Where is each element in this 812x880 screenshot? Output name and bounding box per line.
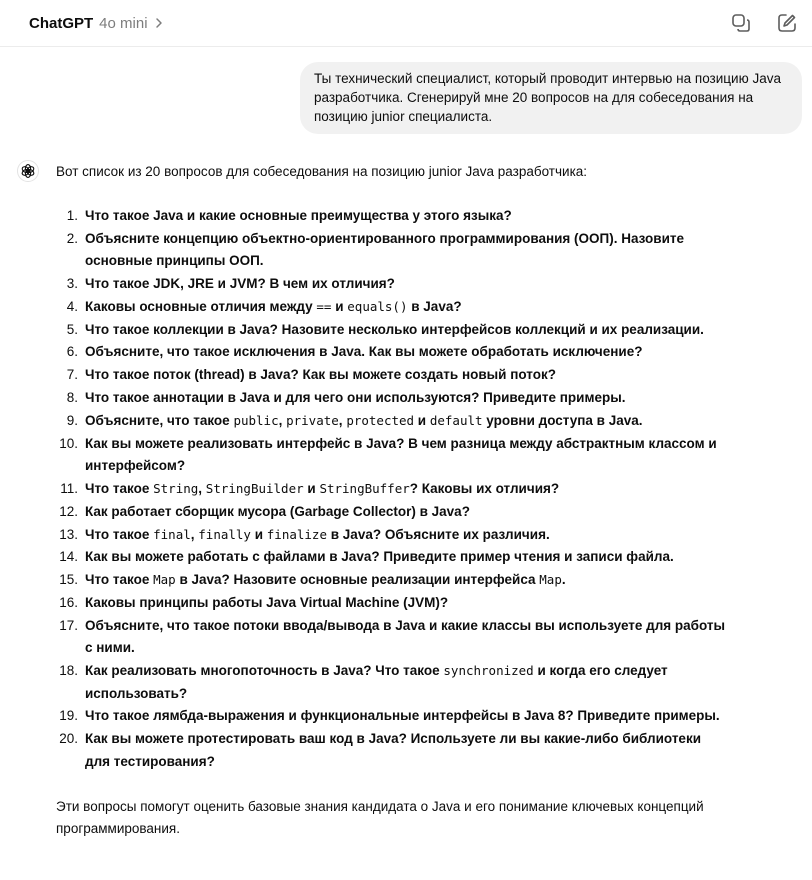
question-item [56, 660, 796, 705]
question-item [56, 615, 796, 660]
inline-code: protected [346, 412, 415, 428]
question-text-part: и [331, 298, 348, 314]
assistant-avatar [17, 160, 39, 182]
question-number: 19. [59, 708, 78, 724]
question-item [56, 524, 796, 547]
question-text [85, 341, 796, 364]
question-text-part: Что такое лямбда-выражения и функциональные интерфейсы в Java 8? Приведите примеры. [85, 708, 720, 724]
question-text-part: , [190, 526, 199, 542]
copy-chat-icon [730, 12, 752, 34]
question-text-part: Что такое [85, 572, 154, 588]
question-text-part: Что такое [85, 480, 154, 496]
question-text [85, 592, 796, 615]
question-text-part: Каковы принципы работы Java Virtual Machine (JVM)? [85, 594, 449, 610]
question-number: 18. [59, 663, 78, 679]
question-text-part: Каковы основные отличия между [85, 298, 317, 314]
inline-code: public [233, 412, 279, 428]
question-number: 9. [66, 412, 78, 428]
question-item [56, 569, 796, 592]
question-text-part: Что такое поток (thread) в Java? Как вы можете создать новый поток? [85, 367, 556, 383]
assistant-intro: Вот список из 20 вопросов для собеседования на позицию junior Java разработчика: [56, 164, 588, 179]
question-text-part: и [414, 412, 430, 428]
question-text-part: Что такое JDK, JRE и JVM? В чем их отличия? [85, 276, 395, 292]
question-text-part: Что такое аннотации в Java и для чего они используются? Приведите примеры. [85, 390, 626, 406]
model-name: 4o mini [99, 14, 148, 32]
question-text [85, 273, 796, 296]
question-text [85, 524, 796, 547]
question-text [85, 478, 796, 501]
question-number: 7. [66, 367, 78, 383]
question-item [56, 705, 796, 728]
question-number: 20. [59, 731, 78, 747]
copy-chat-button[interactable] [729, 11, 753, 35]
question-item [56, 592, 796, 615]
question-text [85, 705, 796, 728]
question-number: 16. [59, 594, 78, 610]
question-text [85, 501, 796, 524]
question-item [56, 341, 796, 364]
question-text-part: , [278, 412, 287, 428]
question-text-part: в Java? [407, 298, 462, 314]
question-item [56, 546, 796, 569]
question-number: 12. [59, 503, 78, 519]
inline-code: Map [539, 572, 562, 588]
question-text-part: Что такое Java и какие основные преимущества у этого языка? [85, 208, 512, 223]
question-text-part: , [198, 480, 206, 496]
question-text [85, 228, 796, 273]
question-text-part: Как вы можете работать с файлами в Java? Приведите пример чтения и записи файла. [85, 549, 674, 565]
inline-code: synchronized [443, 663, 534, 679]
question-text-part: Как вы можете реализовать интерфейс в Java? В чем разница между абстрактным классом и интерфейсом? [85, 435, 717, 474]
question-number: 1. [66, 208, 78, 223]
inline-code: finalize [266, 526, 327, 542]
question-number: 8. [66, 390, 78, 406]
question-text [85, 660, 796, 705]
question-item [56, 364, 796, 387]
inline-code: private [286, 412, 339, 428]
question-text-part: в Java? Назовите основные реализации интерфейса [175, 572, 540, 588]
question-text [85, 615, 796, 660]
chevron-right-icon [154, 17, 164, 29]
question-number: 3. [66, 276, 78, 292]
question-text-part: и [303, 480, 320, 496]
question-item [56, 319, 796, 342]
question-text-part: Как работает сборщик мусора (Garbage Collector) в Java? [85, 503, 470, 519]
question-number: 5. [66, 321, 78, 337]
question-number: 13. [59, 526, 78, 542]
question-item [56, 296, 796, 319]
question-text [85, 205, 796, 228]
question-text [85, 319, 796, 342]
question-text [85, 569, 796, 592]
inline-code: final [153, 526, 191, 542]
question-text-part: ? Каковы их отличия? [409, 480, 560, 496]
question-text-part: Что такое [85, 526, 154, 542]
question-text-part: , [338, 412, 347, 428]
question-text [85, 433, 796, 478]
openai-logo-icon [20, 163, 36, 179]
question-item [56, 433, 796, 478]
question-text-part: в Java? Объясните их различия. [327, 526, 550, 542]
question-number: 4. [66, 298, 78, 314]
question-item [56, 501, 796, 524]
question-text [85, 546, 796, 569]
question-text-part: уровни доступа в Java. [482, 412, 643, 428]
question-item [56, 410, 796, 433]
inline-code: finally [198, 526, 251, 542]
question-text-part: и когда его следует использовать? [85, 663, 668, 701]
question-text-part: Объясните концепцию объектно-ориентированного программирования (ООП). Назовите основные принципы ООП. [85, 230, 684, 269]
question-text [85, 387, 796, 410]
question-number: 17. [59, 617, 78, 633]
assistant-outro: Эти вопросы помогут оценить базовые знания кандидата о Java и его понимание ключевых концепций программирования. [56, 799, 704, 837]
user-message: Ты технический специалист, который проводит интервью на позицию Java разработчика. Сгенерируй мне 20 вопросов на для собеседования на позицию junior специалиста. [300, 62, 802, 134]
inline-code: String [153, 480, 199, 496]
inline-code: equals() [347, 298, 408, 314]
question-text [85, 728, 796, 773]
question-item [56, 478, 796, 501]
inline-code: StringBuffer [319, 480, 410, 496]
question-number: 15. [59, 572, 78, 588]
question-number: 6. [66, 344, 78, 360]
question-item [56, 728, 796, 773]
app-title: ChatGPT [29, 14, 94, 32]
question-text-part: Как вы можете протестировать ваш код в Java? Используете ли вы какие-либо библиотеки для тестирования? [85, 731, 701, 769]
question-text-part: Что такое коллекции в Java? Назовите несколько интерфейсов коллекций и их реализации. [85, 321, 704, 337]
question-text [85, 410, 796, 433]
question-text-part: Объясните, что такое исключения в Java. Как вы можете обработать исключение? [85, 344, 643, 360]
question-text-part: Объясните, что такое потоки ввода/вывода в Java и какие классы вы используете для работы с ними. [85, 617, 726, 656]
question-number: 14. [59, 549, 78, 565]
questions-list [56, 205, 796, 773]
new-chat-edit-icon [776, 12, 798, 34]
question-item [56, 205, 796, 228]
inline-code: Map [153, 572, 176, 588]
top-bar [0, 0, 812, 47]
inline-code: StringBuilder [205, 480, 304, 496]
question-item [56, 228, 796, 273]
question-item [56, 387, 796, 410]
inline-code: default [429, 412, 483, 428]
question-text-part: Объясните, что такое [85, 412, 234, 428]
question-text-part: Как реализовать многопоточность в Java? Что такое [85, 663, 444, 679]
question-item [56, 273, 796, 296]
assistant-message [56, 161, 796, 840]
question-text [85, 364, 796, 387]
new-chat-button[interactable] [775, 11, 799, 35]
question-text [85, 296, 796, 319]
question-text-part: . [561, 572, 566, 588]
inline-code: == [316, 298, 332, 314]
question-number: 2. [66, 230, 78, 246]
question-text-part: и [250, 526, 267, 542]
model-selector[interactable] [29, 13, 164, 33]
question-number: 10. [59, 435, 78, 451]
question-number: 11. [60, 480, 78, 496]
